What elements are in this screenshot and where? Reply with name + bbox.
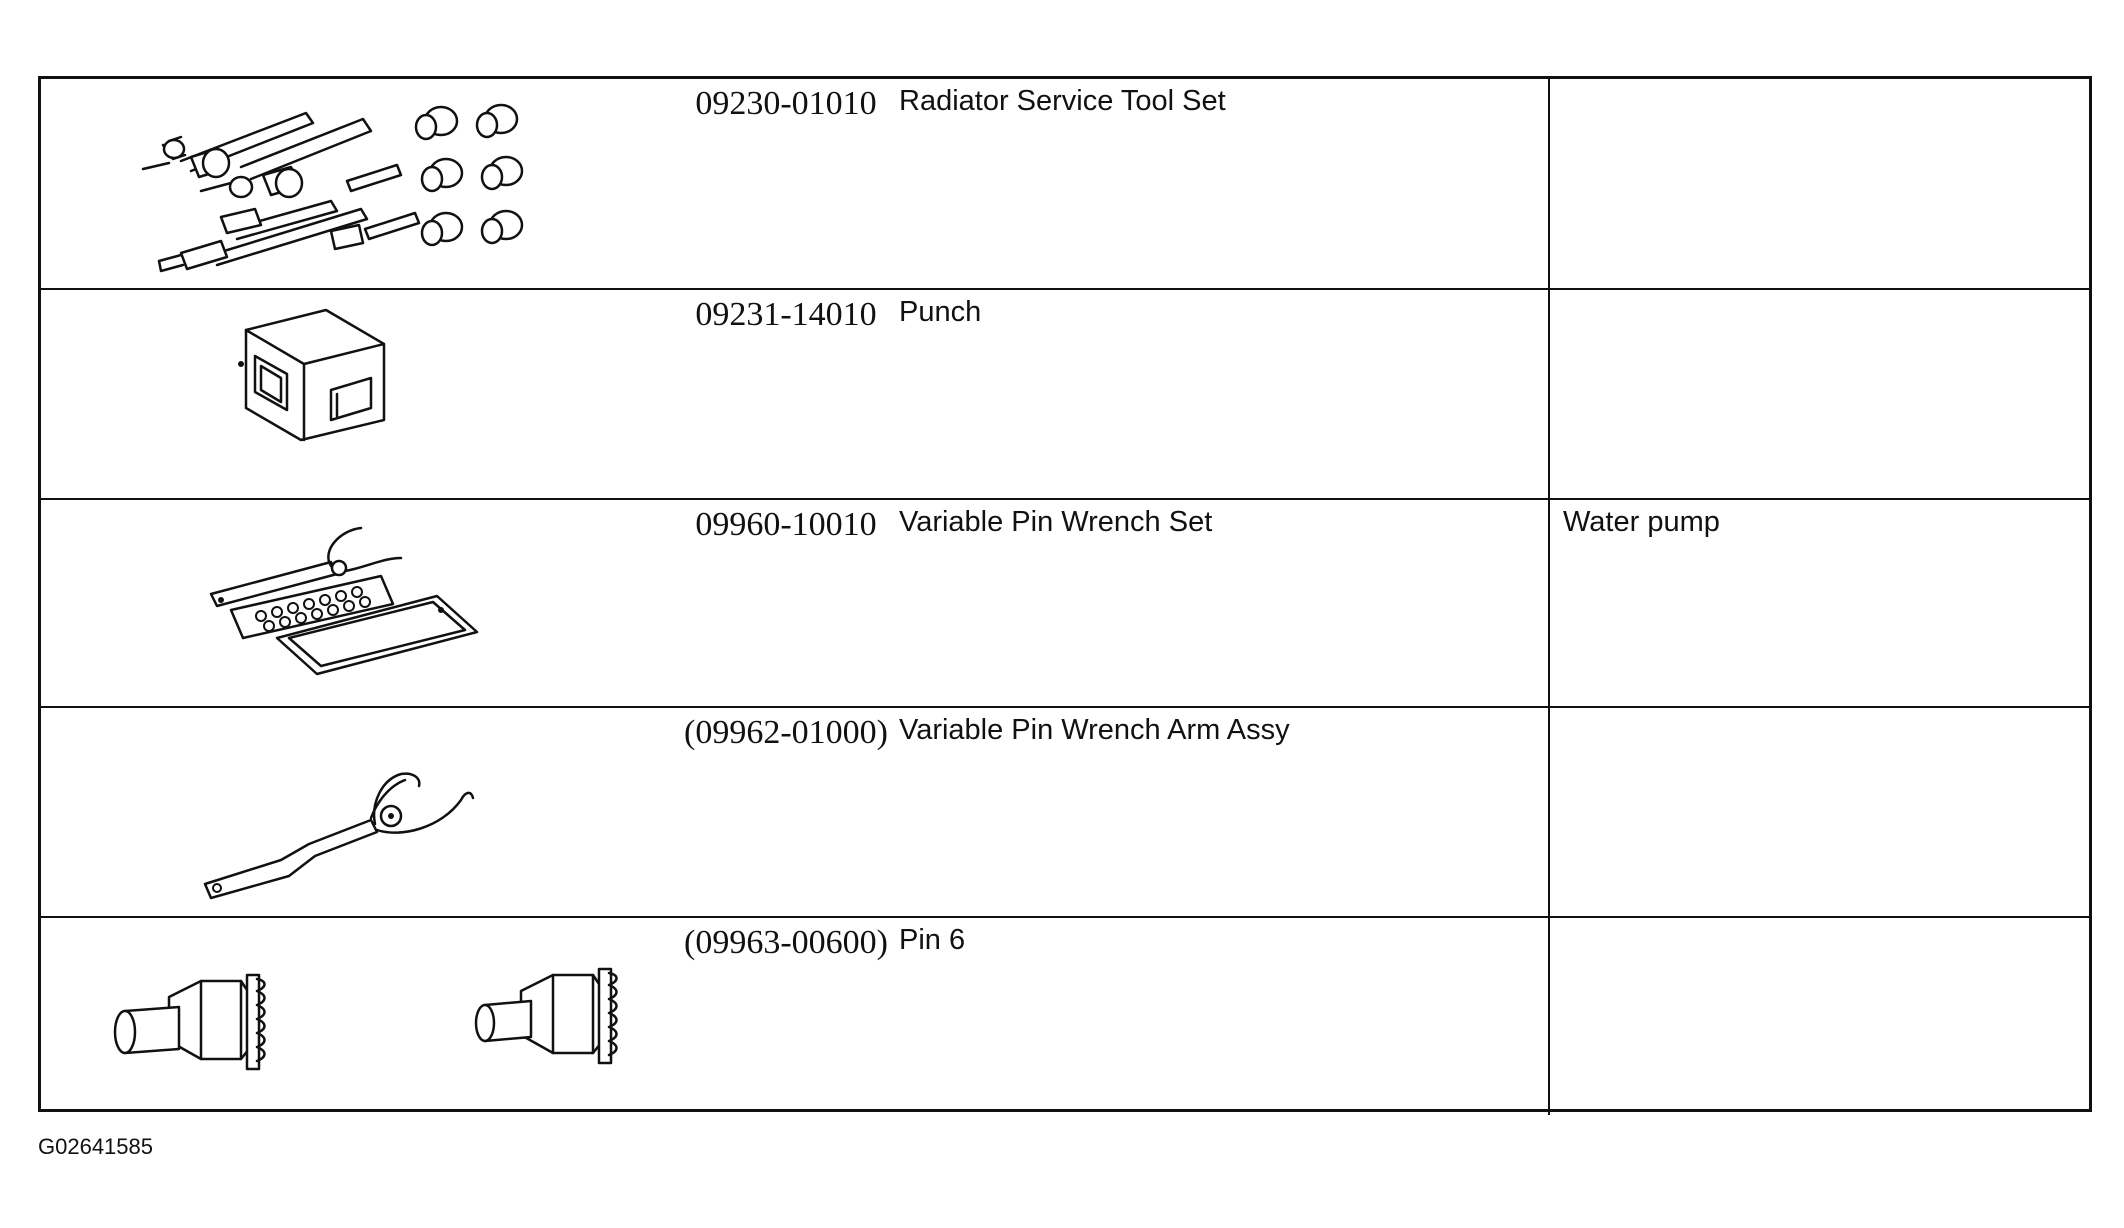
column-divider [1548, 708, 1550, 916]
column-divider [1548, 500, 1550, 706]
pin-wrench-arm-icon [41, 708, 641, 916]
part-number: 09960-10010 [695, 506, 877, 543]
pin-icon [41, 918, 641, 1115]
column-divider [1548, 79, 1550, 288]
table-row [41, 918, 2089, 1115]
tool-description: Variable Pin Wrench Arm Assy [899, 714, 1290, 746]
figure-id: G02641585 [38, 1134, 153, 1159]
tool-description: Pin 6 [899, 924, 966, 956]
tool-description: Punch [899, 296, 982, 328]
table-row [41, 708, 2089, 918]
pin-wrench-set-icon [41, 500, 641, 706]
punch-icon [41, 290, 641, 498]
tool-table [38, 76, 2092, 1112]
part-number: 09230-01010 [695, 85, 877, 122]
part-number: (09962-01000) [684, 714, 888, 751]
tool-note: Water pump [1563, 506, 1720, 538]
tool-description: Radiator Service Tool Set [899, 85, 1226, 117]
part-number: (09963-00600) [684, 924, 888, 961]
radiator-service-tool-set-icon [41, 79, 641, 288]
table-row [41, 290, 2089, 500]
column-divider [1548, 918, 1550, 1115]
part-number: 09231-14010 [695, 296, 877, 333]
tool-description: Variable Pin Wrench Set [899, 506, 1213, 538]
column-divider [1548, 290, 1550, 498]
table-row [41, 79, 2089, 290]
table-row [41, 500, 2089, 708]
